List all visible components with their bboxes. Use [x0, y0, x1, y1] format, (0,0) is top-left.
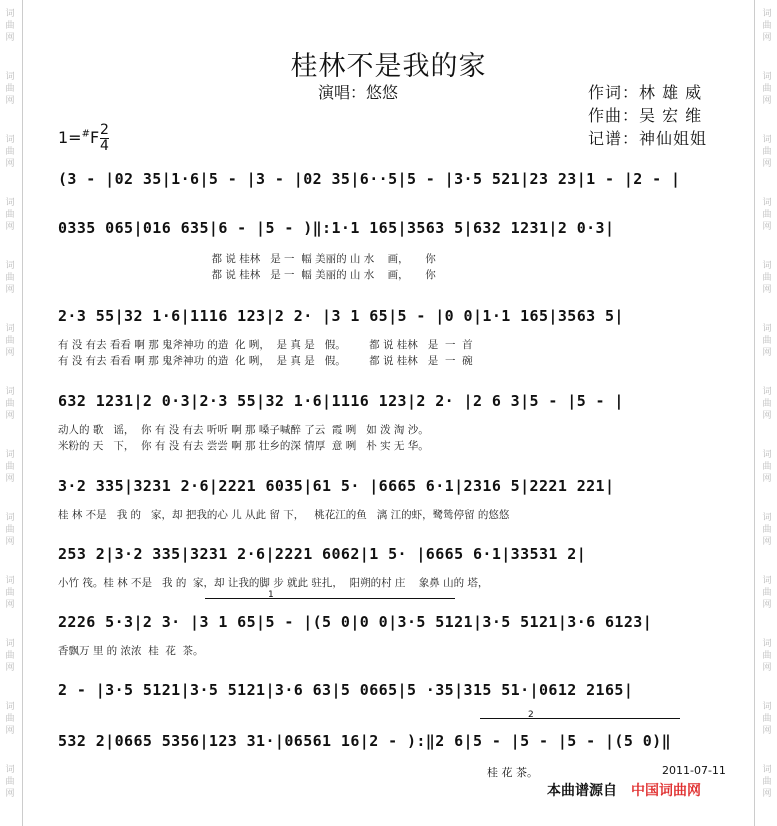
score-row-5: 3·2 335|3231 2·6|2221 6035|61 5· |6665 6·1|2316 5|2221 221| — [58, 477, 615, 495]
watermark-text: 词 曲 网 — [5, 513, 15, 547]
watermark-text: 词 曲 网 — [5, 9, 15, 43]
lyric-line: 有 没 有去 看看 啊 那 鬼斧神功 的造 化 咧， 是 真 是 假。 都 说 桂林 是 一 碗 — [58, 355, 473, 367]
watermark-text: 词 曲 网 — [5, 261, 15, 295]
source-note: 本曲谱源自 中国词曲网 — [547, 783, 701, 799]
singer-credit: 演唱：悠悠 — [318, 83, 399, 102]
final-lyric: 桂 花 茶。 — [487, 766, 538, 779]
volta-bracket-2 — [480, 718, 680, 719]
watermark-text: 词 曲 网 — [5, 324, 15, 358]
watermark-text: 词 曲 网 — [5, 639, 15, 673]
score-row-4: 632 1231|2 0·3|2·3 55|32 1·6|1116 123|2 2· |2 6 3|5 - |5 - | — [58, 392, 624, 410]
score-row-6: 253 2|3·2 335|3231 2·6|2221 6062|1 5· |6665 6·1|33531 2| — [58, 545, 587, 563]
composer-credit: 作曲：吴 宏 维 — [588, 106, 703, 125]
lyric-line: 有 没 有去 看看 啊 那 鬼斧神功 的造 化 咧， 是 真 是 假。 都 说 桂林 是 一 首 — [58, 339, 473, 351]
watermark-text: 词 曲 网 — [5, 135, 15, 169]
right-watermark-strip — [754, 0, 777, 826]
transcriber-credit: 记谱：神仙姐姐 — [588, 129, 708, 148]
left-watermark-strip — [0, 0, 23, 826]
watermark-text: 词 曲 网 — [762, 513, 772, 547]
watermark-text: 词 曲 网 — [5, 576, 15, 610]
lyric-line: 动人的 歌 谣， 你 有 没 有去 听听 啊 那 嗓子喊醉 了云 霞 咧 如 泼 淘 沙。 — [58, 424, 429, 436]
watermark-text: 词 曲 网 — [762, 450, 772, 484]
watermark-text: 词 曲 网 — [5, 387, 15, 421]
song-title: 桂林不是我的家 — [290, 51, 487, 82]
watermark-text: 词 曲 网 — [762, 639, 772, 673]
score-row-1: (3 - |02 35|1·6|5 - |3 - |02 35|6··5|5 - |3·5 521|23 23|1 - |2 - | — [58, 170, 681, 188]
lyric-line: 都 说 桂林 是 一 幅 美丽的 山 水 画， 你 — [58, 269, 436, 281]
watermark-text: 词 曲 网 — [762, 765, 772, 799]
lyric-line: 都 说 桂林 是 一 幅 美丽的 山 水 画， 你 — [58, 253, 436, 265]
watermark-text: 词 曲 网 — [762, 9, 772, 43]
score-row-3: 2·3 55|32 1·6|1116 123|2 2· |3 1 65|5 - |0 0|1·1 165|3563 5| — [58, 307, 624, 325]
watermark-text: 词 曲 网 — [762, 198, 772, 232]
site-name: 中国词曲网 — [631, 783, 701, 799]
watermark-text: 词 曲 网 — [762, 576, 772, 610]
score-row-8: 2 - |3·5 5121|3·5 5121|3·6 63|5 0665|5 ·35|315 51·|0612 2165| — [58, 681, 634, 699]
watermark-text: 词 曲 网 — [762, 702, 772, 736]
lyricist-credit: 作词：林 雄 威 — [588, 83, 703, 102]
watermark-text: 词 曲 网 — [762, 72, 772, 106]
watermark-text: 词 曲 网 — [5, 198, 15, 232]
volta-bracket-1 — [205, 598, 455, 599]
volta-number-1: 1 — [268, 590, 274, 600]
watermark-text: 词 曲 网 — [762, 135, 772, 169]
score-row-2: 0335 065|016 635|6 - |5 - )‖:1·1 165|3563 5|632 1231|2 0·3| — [58, 219, 615, 237]
score-row-9: 532 2|0665 5356|123 31·|06561 16|2 - ):‖2 6|5 - |5 - |5 - |(5 0)‖ — [58, 732, 671, 750]
watermark-text: 词 曲 网 — [762, 387, 772, 421]
score-row-7: 2226 5·3|2 3· |3 1 65|5 - |(5 0|0 0|3·5 5121|3·5 5121|3·6 6123| — [58, 613, 653, 631]
volta-number-2: 2 — [528, 710, 534, 720]
lyric-line: 香飘万 里 的 浓浓 桂 花 茶。 — [58, 645, 204, 657]
watermark-text: 词 曲 网 — [762, 324, 772, 358]
time-signature: 2 4 — [100, 122, 109, 154]
key-signature: 1=#F — [58, 128, 100, 147]
watermark-text: 词 曲 网 — [5, 72, 15, 106]
lyric-line: 小竹 筏。桂 林 不是 我 的 家，却 让我的脚 步 就此 驻扎， 阳朔的村 庄 象鼻 山的 塔， — [58, 577, 489, 589]
watermark-text: 词 曲 网 — [5, 765, 15, 799]
watermark-text: 词 曲 网 — [5, 702, 15, 736]
lyric-line: 米粉的 天 下， 你 有 没 有去 尝尝 啊 那 壮乡的深 情厚 意 咧 朴 实 无 华。 — [58, 440, 429, 452]
watermark-text: 词 曲 网 — [5, 450, 15, 484]
watermark-text: 词 曲 网 — [762, 261, 772, 295]
lyric-line: 桂 林 不是 我 的 家，却 把我的心 儿 从此 留 下， 桃花江的鱼 漓 江的虾，鹭鸶停留 的悠悠 — [58, 509, 510, 521]
date-stamp: 2011-07-11 — [662, 764, 726, 777]
